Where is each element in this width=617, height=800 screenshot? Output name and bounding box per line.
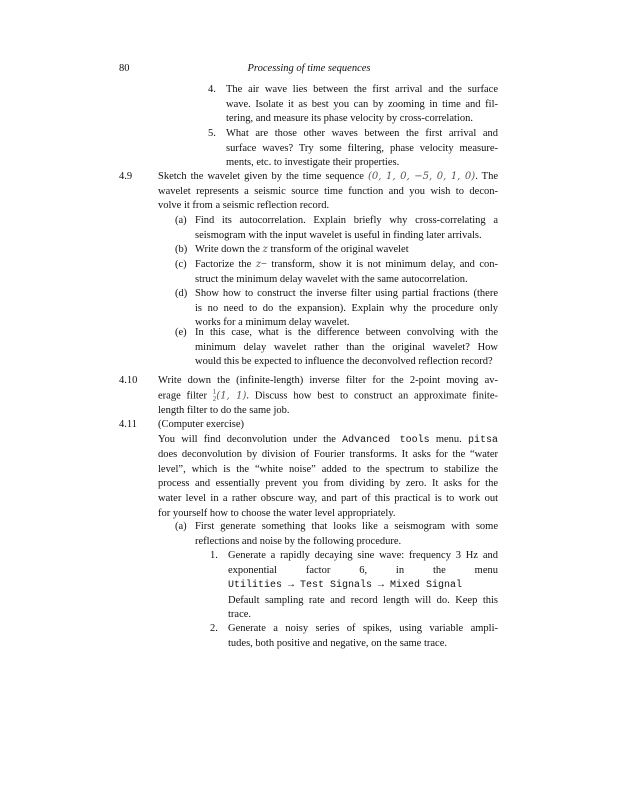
step-1-number: 1.	[210, 550, 218, 561]
sub-b-text: Write down the z transform of the original wavelet	[195, 244, 409, 255]
sub-c-text: Factorize the z− transform, show it is not minimum delay, and con- struct the minimum delay wavelet with the same autocorrelation.	[195, 259, 498, 285]
sub-d-label: (d)	[175, 288, 188, 299]
sub-c-label: (c)	[175, 259, 187, 270]
sub-e-label: (e)	[175, 327, 187, 338]
exercise-4-11-text: (Computer exercise) You will find deconvolution under the Advanced tools menu. pitsa does deconvolution by division of Fourier transforms. It asks for the “water level”, which is the “white noise” added to the spectrum to stabilize the process and essentially prevent you from dividing by zero. It asks for the water level in a rather obscure way, and part of this practical is to work out for yourself how to choose the water level appropriately.	[158, 419, 498, 519]
step-1-text: Generate a rapidly decaying sine wave: frequency 3 Hz and exponential factor 6, in the menu Utilities → Test Signals → Mixed Signal Default sampling rate and record length will do. Keep this trace.	[228, 550, 498, 621]
sub-a-label: (a)	[175, 215, 187, 226]
running-title: Processing of time sequences	[247, 63, 371, 74]
item-5-text: What are those other waves between the first arrival and surface waves? Try some filtering, phase velocity measure- ments, etc. to investigate their properties.	[226, 128, 498, 169]
sub-b-label: (b)	[175, 244, 188, 255]
exercise-4-9-number: 4.9	[119, 171, 133, 182]
sub-a-text: Find its autocorrelation. Explain briefly why cross-correlating a seismogram with the input wavelet is useful in finding later arrivals.	[195, 215, 498, 241]
step-2-text: Generate a noisy series of spikes, using variable ampli- tudes, both positive and negative, on the same trace.	[228, 623, 498, 649]
exercise-4-10-number: 4.10	[119, 375, 138, 386]
item-5-number: 5.	[208, 128, 216, 139]
sub-411a-label: (a)	[175, 521, 187, 532]
menu-path: Utilities → Test Signals → Mixed Signal	[228, 580, 463, 592]
sub-d-text: Show how to construct the inverse filter using partial fractions (there is no need to do the expansion). Explain why the procedure only works for a minimum delay wavelet.	[195, 288, 498, 329]
exercise-4-9-intro: Sketch the wavelet given by the time sequence (0, 1, 0, −5, 0, 1, 0). The wavelet represents a seismic source time function and you wish to decon- volve it from a seismic reflection record.	[158, 171, 498, 212]
sub-e-text: In this case, what is the difference between convolving with the minimum delay wavelet rather than the original wavelet? How would this be expected to influence the deconvolved reflection record?	[195, 327, 498, 368]
exercise-4-10-text: Write down the (infinite-length) inverse filter for the 2-point moving av- erage filter 1 2(1, 1). Discuss how best to construct an approximate finite- length filter to do the same job.	[158, 375, 498, 416]
exercise-4-11-number: 4.11	[119, 419, 137, 430]
item-4-text: The air wave lies between the first arrival and the surface wave. Isolate it as best you can by zooming in time and fil- tering, and measure its phase velocity by cross-correlation.	[226, 84, 498, 125]
time-sequence-math: (0, 1, 0, −5, 0, 1, 0)	[367, 171, 476, 182]
item-4-number: 4.	[208, 84, 216, 95]
page-number: 80	[119, 63, 130, 74]
sub-411a-text: First generate something that looks like a seismogram with some reflections and noise by the following procedure.	[195, 521, 498, 547]
step-2-number: 2.	[210, 623, 218, 634]
one-half-fraction: 1 2	[212, 387, 217, 403]
